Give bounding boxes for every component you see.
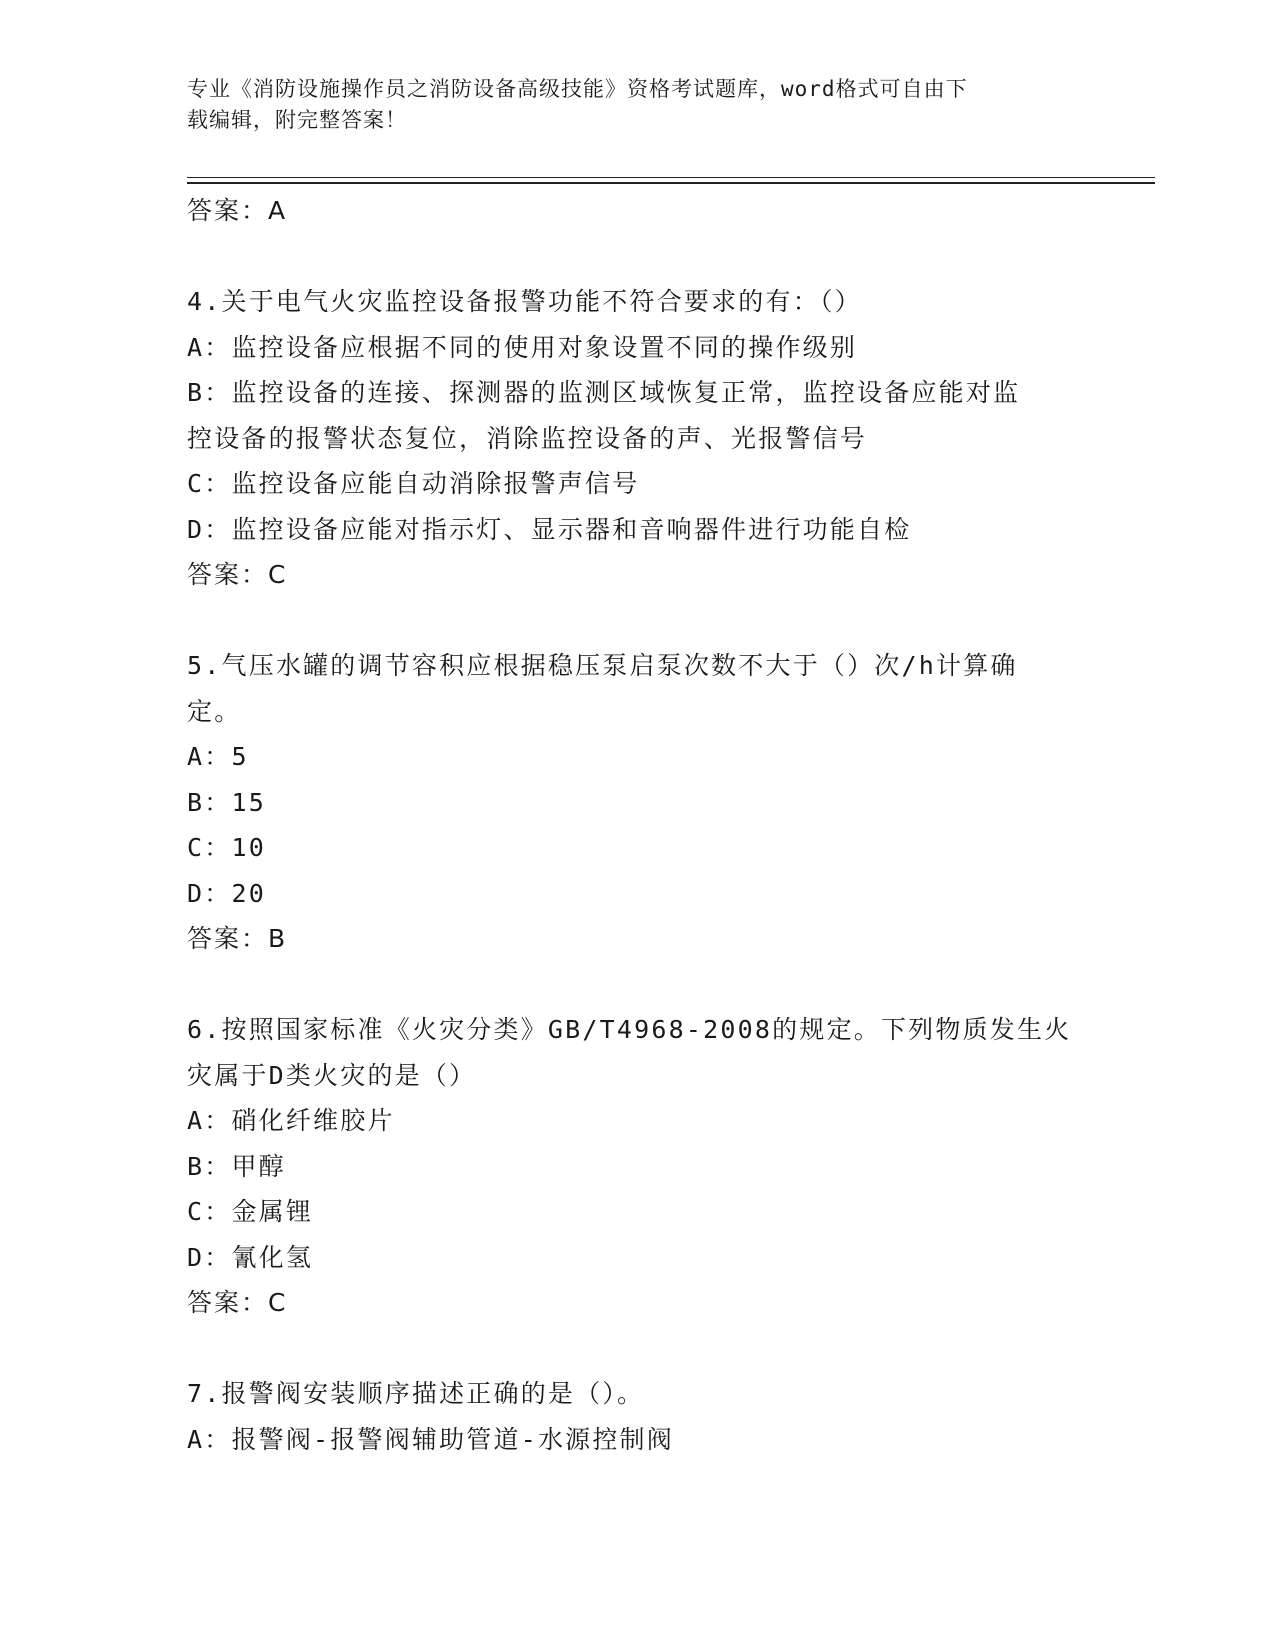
header-line-2: 载编辑，附完整答案！ — [187, 108, 407, 132]
question-block — [187, 1007, 1087, 1326]
answer-value: C — [268, 1288, 287, 1317]
question-list — [187, 188, 1087, 1462]
option-b: B：甲醇 — [187, 1151, 286, 1181]
answer-label: 答案： — [187, 1288, 269, 1317]
answer-value: A — [268, 196, 287, 225]
header-rule-thin — [187, 177, 1155, 178]
option-d: D：监控设备应能对指示灯、显示器和音响器件进行功能自检 — [187, 514, 912, 544]
option-a: A：报警阀-报警阀辅助管道-水源控制阀 — [187, 1424, 674, 1454]
option-c: C：10 — [187, 833, 266, 862]
option-c: C：监控设备应能自动消除报警声信号 — [187, 469, 640, 498]
option-b-continued: 控设备的报警状态复位，消除监控设备的声、光报警信号 — [187, 423, 868, 453]
question-stem-continued: 定。 — [187, 696, 242, 726]
option-d: D：氰化氢 — [187, 1242, 314, 1272]
document-header — [187, 74, 1067, 136]
answer-label: 答案： — [187, 924, 269, 953]
answer-value: C — [268, 560, 287, 589]
answer-label: 答案： — [187, 196, 269, 225]
answer-line — [187, 552, 1087, 598]
option-b: B：15 — [187, 787, 266, 817]
question-stem: 5.气压水罐的调节容积应根据稳压泵启泵次数不大于（）次/h计算确 — [187, 651, 1018, 680]
option-a: A：硝化纤维胶片 — [187, 1106, 395, 1135]
option-a: A：监控设备应根据不同的使用对象设置不同的操作级别 — [187, 332, 858, 362]
answer-value: B — [268, 924, 287, 953]
answer-line — [187, 1280, 1087, 1326]
question-stem: 6.按照国家标准《火灾分类》GB/T4968-2008的规定。下列物质发生火 — [187, 1015, 1072, 1044]
option-a: A：5 — [187, 742, 249, 771]
question-block — [187, 643, 1087, 962]
answer-line — [187, 916, 1087, 962]
question-stem: 4.关于电气火灾监控设备报警功能不符合要求的有：（） — [187, 287, 862, 316]
option-c: C：金属锂 — [187, 1197, 314, 1226]
option-d: D：20 — [187, 878, 266, 908]
question-block — [187, 1371, 1087, 1462]
question-stem: 7.报警阀安装顺序描述正确的是（）。 — [187, 1379, 645, 1408]
answer-line — [187, 188, 1087, 234]
question-block — [187, 279, 1087, 598]
header-line-1: 专业《消防设施操作员之消防设备高级技能》资格考试题库，word格式可自由下 — [187, 77, 968, 101]
option-b: B：监控设备的连接、探测器的监测区域恢复正常，监控设备应能对监 — [187, 378, 1021, 407]
question-stem-continued: 灾属于D类火灾的是（） — [187, 1060, 477, 1090]
header-rule-thick — [187, 182, 1155, 184]
answer-label: 答案： — [187, 560, 269, 589]
